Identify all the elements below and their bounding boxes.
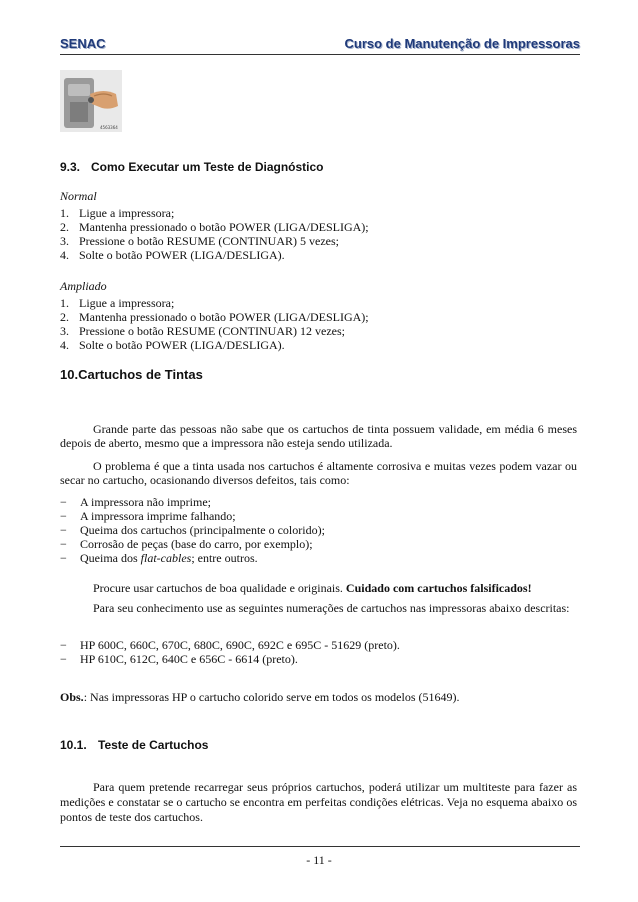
normal-label: Normal	[60, 189, 97, 203]
cartridge-models-list	[60, 638, 577, 666]
footer-rule	[60, 846, 580, 847]
section-10-1-heading	[60, 738, 577, 752]
printer-button-photo	[60, 70, 122, 132]
list-item: − A impressora não imprime;	[60, 495, 211, 509]
defects-list	[60, 495, 577, 565]
list-item: 1. Ligue a impressora;	[60, 206, 175, 220]
list-item: 2. Mantenha pressionado o botão POWER (LIGA/DESLIGA);	[60, 310, 369, 324]
list-item: 2. Mantenha pressionado o botão POWER (LIGA/DESLIGA);	[60, 220, 369, 234]
page-number: - 11 -	[306, 853, 332, 867]
header-left: SENAC	[60, 36, 106, 51]
section-10-paragraph-1: Grande parte das pessoas não sabe que os cartuchos de tinta possuem validade, em média 6 meses depois de aberto, mesmo que a impressora não esteja sendo utilizada.	[60, 422, 577, 450]
obs-note: Obs.: Nas impressoras HP o cartucho colorido serve em todos os modelos (51649).	[60, 690, 460, 704]
header-right: Curso de Manutenção de Impressoras	[344, 36, 580, 51]
section-10-heading: 10.Cartuchos de Tintas	[60, 367, 203, 382]
warning-text: Cuidado com cartuchos falsificados!	[345, 581, 532, 595]
section-10-paragraph-3: Procure usar cartuchos de boa qualidade e originais. Cuidado com cartuchos falsificados!	[93, 581, 532, 595]
section-9-3-number: 9.3.	[60, 160, 81, 174]
list-item: − Queima dos flat-cables; entre outros.	[60, 551, 258, 565]
section-10-1-number: 10.1.	[60, 738, 87, 752]
list-item: 3. Pressione o botão RESUME (CONTINUAR) 12 vezes;	[60, 324, 345, 338]
list-item: − HP 600C, 660C, 670C, 680C, 690C, 692C e 695C - 51629 (preto).	[60, 638, 400, 652]
section-10-paragraph-4: Para seu conhecimento use as seguintes numerações de cartuchos nas impressoras abaixo descritas:	[93, 601, 570, 615]
section-9-3-title: Como Executar um Teste de Diagnóstico	[91, 160, 324, 174]
list-item: 3. Pressione o botão RESUME (CONTINUAR) 5 vezes;	[60, 234, 339, 248]
obs-label: Obs.	[60, 690, 84, 704]
ampliado-steps	[60, 296, 577, 352]
photo-caption-code: 4563364	[100, 125, 118, 130]
section-10-paragraph-2: O problema é que a tinta usada nos cartuchos é altamente corrosiva e muitas vezes podem vazar ou secar no cartucho, ocasionando diversos defeitos, tais como:	[60, 459, 577, 487]
list-item: 4. Solte o botão POWER (LIGA/DESLIGA).	[60, 338, 285, 352]
list-item: 1. Ligue a impressora;	[60, 296, 175, 310]
list-item: − HP 610C, 612C, 640C e 656C - 6614 (preto).	[60, 652, 298, 666]
section-10-1-paragraph: Para quem pretende recarregar seus próprios cartuchos, poderá utilizar um multiteste para fazer as medições e constatar se o cartucho se encontra em perfeitas condições elétricas. Veja no esquema abaixo os pontos de teste dos cartuchos.	[60, 780, 577, 824]
ampliado-label: Ampliado	[60, 279, 107, 293]
list-item: − Corrosão de peças (base do carro, por exemplo);	[60, 537, 313, 551]
header-rule	[60, 54, 580, 55]
list-item: − A impressora imprime falhando;	[60, 509, 236, 523]
normal-steps	[60, 206, 577, 262]
section-9-3-heading	[60, 160, 577, 174]
list-item: − Queima dos cartuchos (principalmente o colorido);	[60, 523, 325, 537]
section-10-1-title: Teste de Cartuchos	[98, 738, 209, 752]
list-item: 4. Solte o botão POWER (LIGA/DESLIGA).	[60, 248, 285, 262]
page-header	[60, 36, 580, 54]
